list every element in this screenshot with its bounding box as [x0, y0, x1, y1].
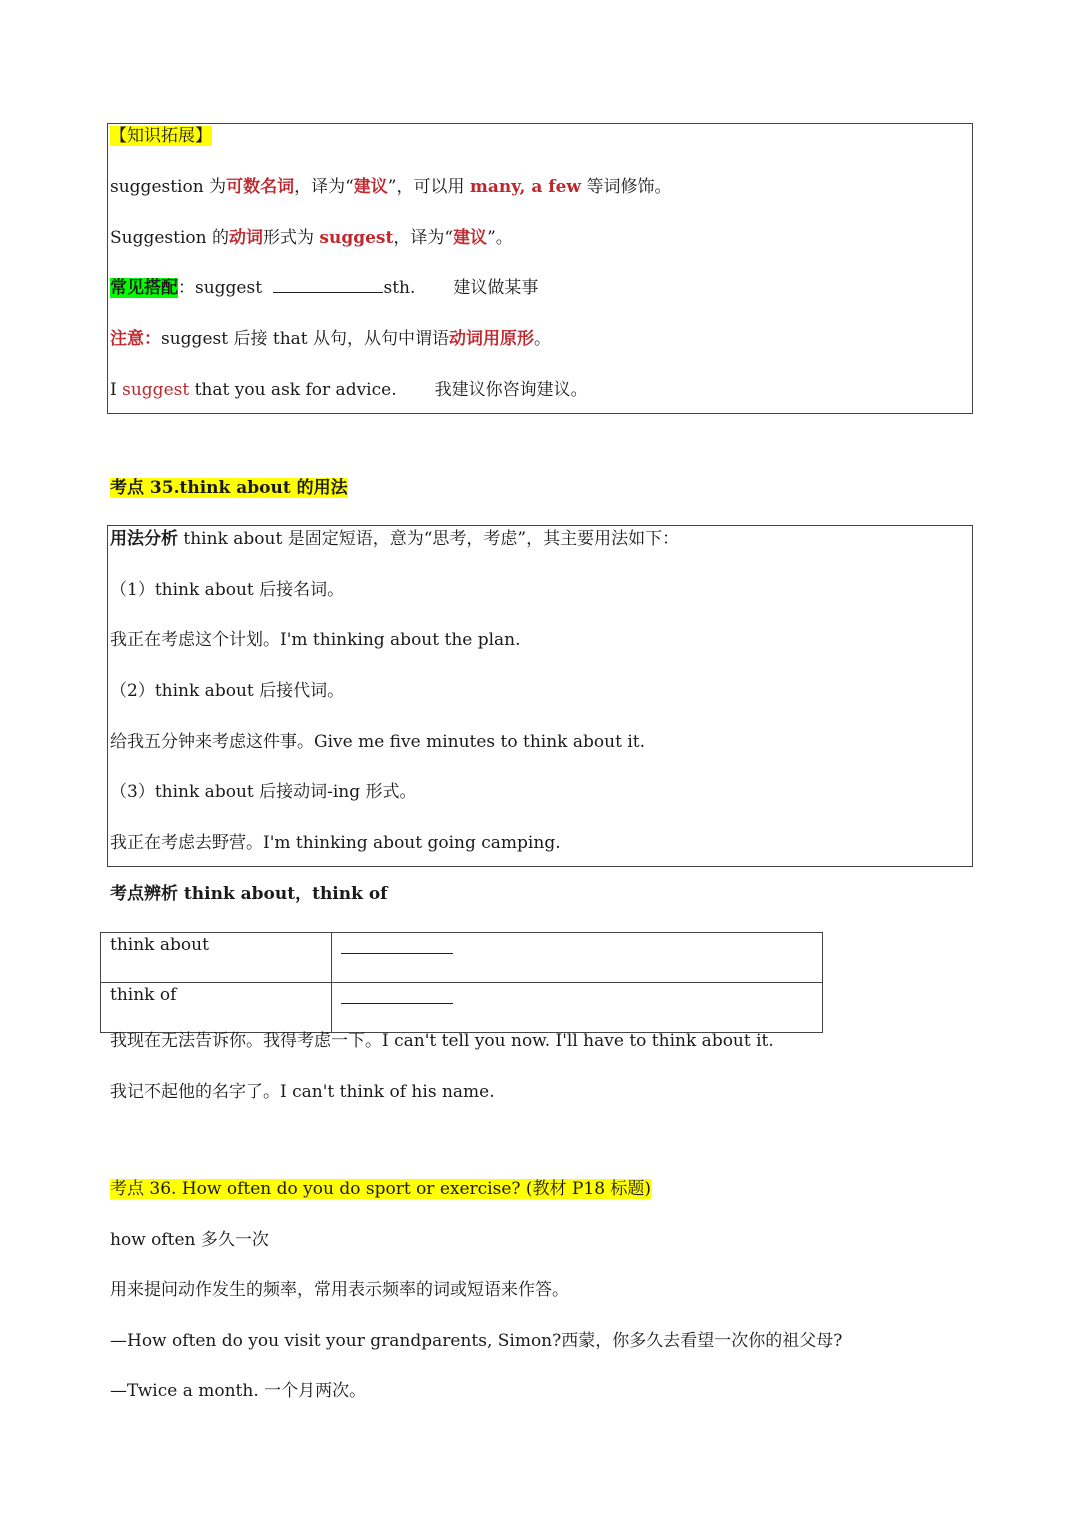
compare-table	[100, 932, 823, 1033]
suggestion-verb-line: Suggestion 的动词形式为 suggest，译为“建议”。	[110, 228, 513, 248]
knowledge-heading-text: 【知识拓展】	[110, 126, 212, 146]
how-often-usage: 用来提问动作发生的频率，常用表示频率的词或短语来作答。	[110, 1280, 569, 1300]
table-term-cell: think of	[101, 983, 332, 1033]
knowledge-heading	[110, 124, 212, 148]
think-of-example: 我记不起他的名字了。I can't think of his name.	[110, 1082, 495, 1102]
point35-title: 考点 35.think about 的用法	[110, 478, 348, 498]
answer-blank[interactable]	[273, 278, 383, 293]
note-label: 注意：	[110, 329, 161, 349]
usage-ing: （3）think about 后接动词-ing 形式。	[110, 782, 417, 802]
suggestion-noun-line: suggestion 为可数名词，译为“建议”，可以用 many, a few 等词修饰。	[110, 177, 672, 197]
usage-pronoun: （2）think about 后接代词。	[110, 681, 345, 701]
think-about-example: 我现在无法告诉你。我得考虑一下。I can't tell you now. I'll have to think about it.	[110, 1031, 774, 1051]
compare-title: 考点辨析 think about，think of	[110, 884, 388, 904]
usage-ing-example: 我正在考虑去野营。I'm thinking about going camping.	[110, 833, 561, 853]
table-term-cell: think about	[101, 933, 332, 983]
collocation-label: 常见搭配	[110, 278, 178, 298]
table-answer-cell	[332, 983, 823, 1033]
answer-blank[interactable]	[341, 989, 453, 1004]
how-often-meaning: how often 多久一次	[110, 1230, 269, 1250]
example-line: I suggest that you ask for advice. 我建议你咨询建议。	[110, 380, 588, 400]
table-row	[101, 983, 823, 1033]
table-row	[101, 933, 823, 983]
usage-noun: （1）think about 后接名词。	[110, 580, 345, 600]
answer-blank[interactable]	[341, 939, 453, 954]
collocation-line: 常见搭配：suggest sth. 建议做某事	[110, 278, 539, 298]
usage-analysis-line: 用法分析 think about 是固定短语，意为“思考，考虑”，其主要用法如下：	[110, 529, 680, 549]
dialog-answer: —Twice a month. 一个月两次。	[110, 1381, 367, 1401]
usage-pronoun-example: 给我五分钟来考虑这件事。Give me five minutes to think about it.	[110, 732, 646, 752]
knowledge-box	[107, 123, 973, 414]
table-answer-cell	[332, 933, 823, 983]
point36-title: 考点 36. How often do you do sport or exercise? (教材 P18 标题)	[110, 1179, 652, 1199]
dialog-question: —How often do you visit your grandparents, Simon?西蒙，你多久去看望一次你的祖父母?	[110, 1331, 843, 1351]
note-line: 注意：suggest 后接 that 从句，从句中谓语动词用原形。	[110, 329, 552, 349]
usage-noun-example: 我正在考虑这个计划。I'm thinking about the plan.	[110, 630, 521, 650]
